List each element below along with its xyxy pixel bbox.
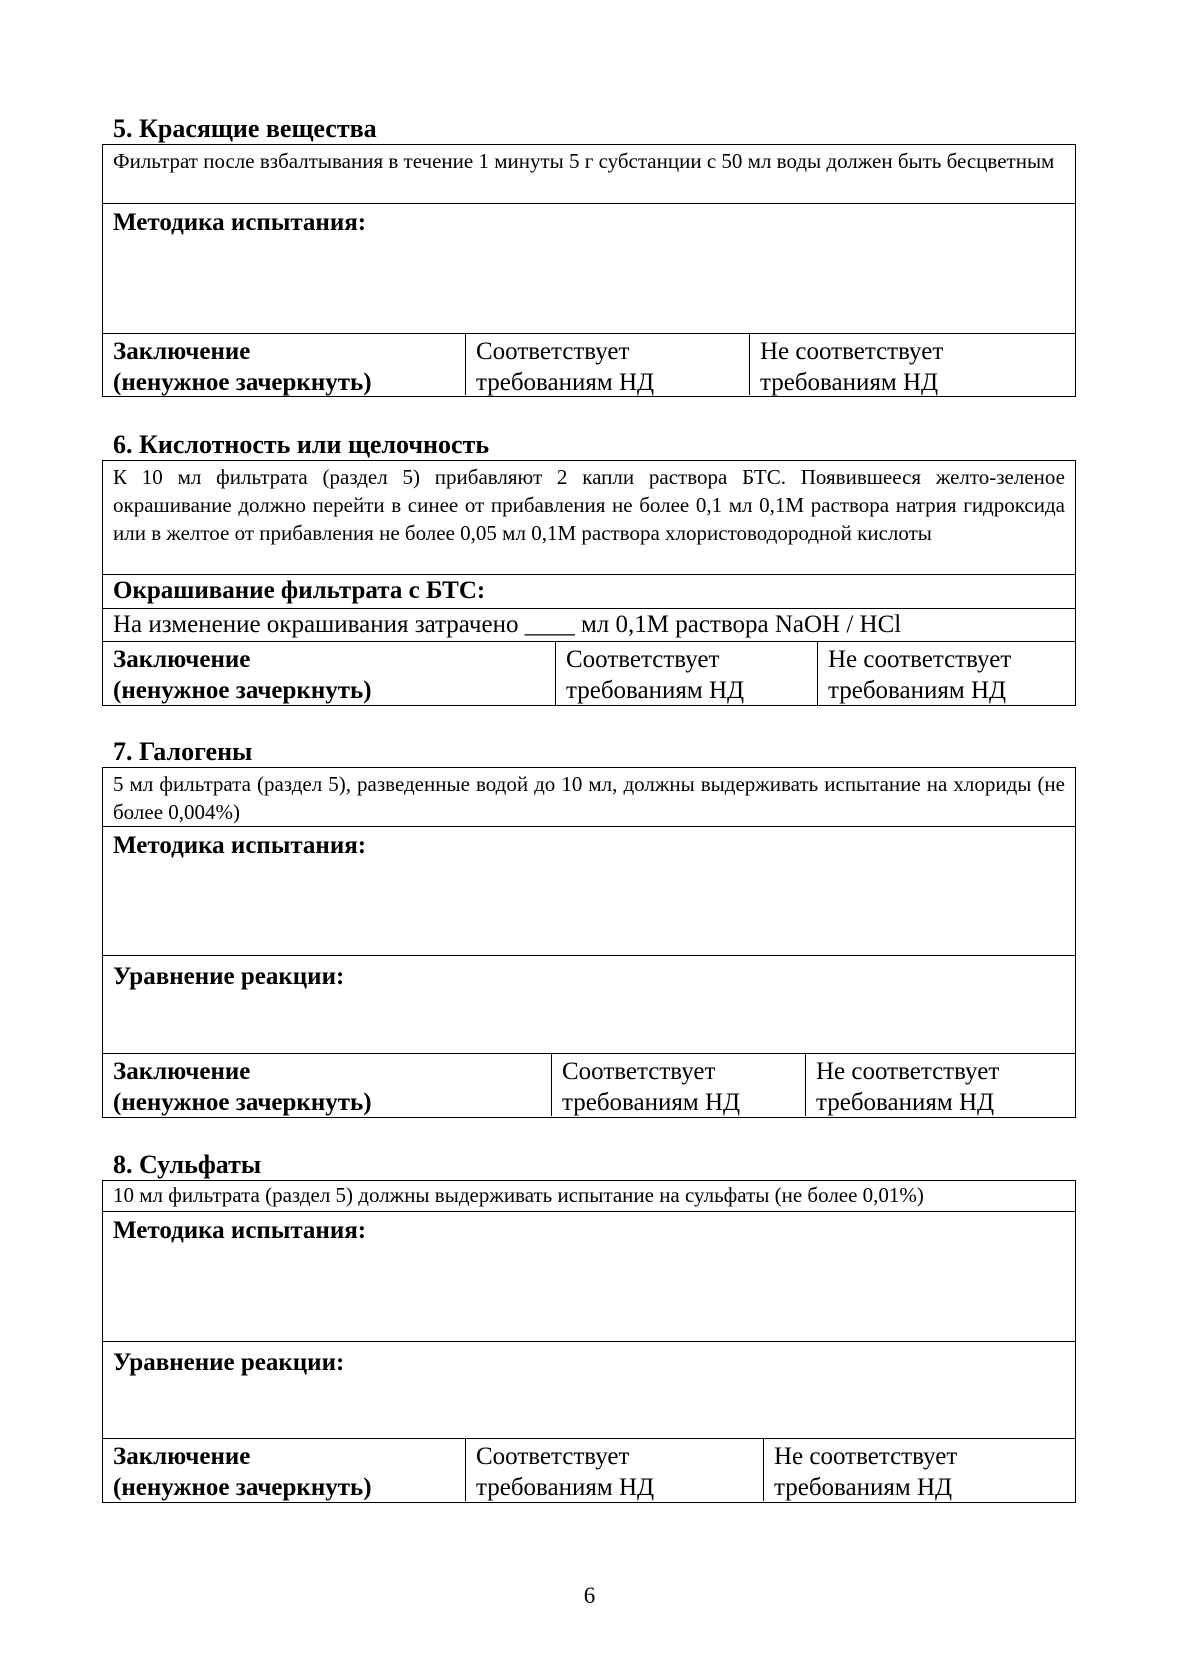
conclusion-label: Заключение (ненужное зачеркнуть): [113, 338, 372, 396]
requirement-text: К 10 мл фильтрата (раздел 5) прибавляют 2 капли раствора БТС. Появившееся желто-зеленое окрашивание должно перейти в синее от прибавления не более 0,1 мл 0,1М раствора натрия гидроксида или в желтое от прибавления не более 0,05 мл 0,1М раствора хлористоводородной кислоты: [113, 465, 1065, 545]
conclusion-row: [103, 333, 1075, 395]
conclusion-not-complies-option[interactable]: Не соответствует требованиям НД: [817, 642, 1075, 705]
conclusion-not-complies-option[interactable]: Не соответствует требованиям НД: [749, 334, 1075, 395]
method-row[interactable]: [103, 203, 1075, 333]
requirement-row: [103, 461, 1075, 574]
section-6-title: 6. Кислотность или щелочность: [113, 430, 490, 459]
conclusion-label: Заключение (ненужное зачеркнуть): [113, 1443, 372, 1501]
conclusion-complies-option[interactable]: Соответствует требованиям НД: [555, 642, 817, 705]
requirement-row: [103, 145, 1075, 203]
requirement-row: [103, 1181, 1075, 1211]
requirement-text: 5 мл фильтрата (раздел 5), разведенные водой до 10 мл, должны выдерживать испытание на хлориды (не более 0,004%): [113, 772, 1065, 824]
conclusion-row: [103, 1053, 1075, 1116]
section-5-title: 5. Красящие вещества: [113, 114, 377, 143]
conclusion-complies-option[interactable]: Соответствует требованиям НД: [465, 334, 749, 395]
titration-row[interactable]: [103, 608, 1075, 641]
conclusion-label: Заключение (ненужное зачеркнуть): [113, 1058, 372, 1116]
equation-row[interactable]: [103, 955, 1075, 1053]
requirement-row: [103, 768, 1075, 826]
section-7-table: [102, 767, 1076, 1118]
section-7-title: 7. Галогены: [113, 737, 253, 766]
titration-text: На изменение окрашивания затрачено ____ мл 0,1М раствора NaOH / HCl: [113, 611, 902, 638]
section-8-title: 8. Сульфаты: [113, 1150, 262, 1179]
method-label: Методика испытания:: [113, 1217, 367, 1244]
section-8-table: [102, 1180, 1076, 1503]
requirement-text: Фильтрат после взбалтывания в течение 1 минуты 5 г субстанции с 50 мл воды должен быть бесцветным: [113, 149, 1055, 173]
requirement-text: 10 мл фильтрата (раздел 5) должны выдерживать испытание на сульфаты (не более 0,01%): [113, 1183, 924, 1207]
section-5-table: [102, 144, 1076, 397]
conclusion-row: [103, 1438, 1075, 1501]
method-row[interactable]: [103, 1211, 1075, 1341]
equation-row[interactable]: [103, 1341, 1075, 1438]
page-number: 6: [583, 1583, 596, 1608]
method-row[interactable]: [103, 826, 1075, 955]
color-row: [103, 574, 1075, 608]
conclusion-complies-option[interactable]: Соответствует требованиям НД: [551, 1054, 805, 1116]
conclusion-not-complies-option[interactable]: Не соответствует требованиям НД: [805, 1054, 1075, 1116]
section-6-table: [102, 460, 1076, 706]
method-label: Методика испытания:: [113, 832, 367, 859]
conclusion-not-complies-option[interactable]: Не соответствует требованиям НД: [763, 1439, 1075, 1501]
method-label: Методика испытания:: [113, 209, 367, 236]
equation-label: Уравнение реакции:: [113, 1349, 345, 1376]
equation-label: Уравнение реакции:: [113, 963, 345, 990]
color-label: Окрашивание фильтрата с БТС:: [113, 577, 486, 604]
conclusion-complies-option[interactable]: Соответствует требованиям НД: [465, 1439, 763, 1501]
conclusion-row: [103, 641, 1075, 705]
conclusion-label: Заключение (ненужное зачеркнуть): [113, 646, 372, 704]
